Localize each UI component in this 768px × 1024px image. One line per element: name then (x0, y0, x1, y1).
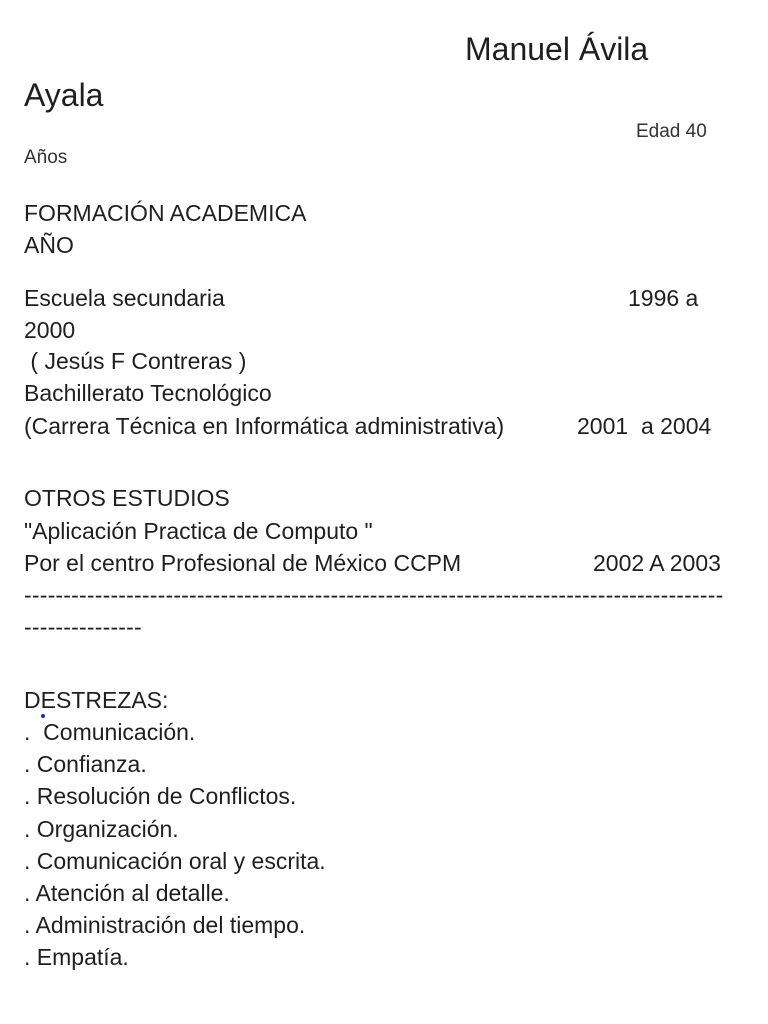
school-2-name: Bachillerato Tecnológico (24, 380, 272, 406)
school-2-detail: (Carrera Técnica en Informática administrativa) (24, 413, 505, 439)
age-line-2: Años (24, 147, 68, 168)
school-2-years: 2001 a 2004 (577, 413, 712, 439)
skill-item: . Atención al detalle. (24, 880, 230, 906)
education-heading: FORMACIÓN ACADEMICA (24, 200, 307, 226)
skill-item: . Comunicación. (24, 719, 196, 745)
course-provider: Por el centro Profesional de México CCPM (24, 550, 462, 576)
school-1-name: Escuela secundaria (24, 285, 225, 311)
skill-item: . Confianza. (24, 751, 147, 777)
course-years: 2002 A 2003 (593, 550, 721, 576)
cursor-dot-icon (41, 714, 45, 718)
skill-item: . Organización. (24, 816, 179, 842)
name-line-1: Manuel Ávila (465, 31, 649, 67)
school-1-years-start: 1996 a (628, 285, 699, 311)
age-line-1: Edad 40 (636, 121, 707, 142)
school-1-years-end: 2000 (24, 317, 76, 343)
skill-item: . Comunicación oral y escrita. (24, 848, 326, 874)
skill-item: . Administración del tiempo. (24, 912, 306, 938)
skill-item: . Empatía. (24, 944, 129, 970)
course-title: "Aplicación Practica de Computo " (24, 518, 373, 544)
skill-item: . Resolución de Conflictos. (24, 783, 297, 809)
separator-line-1: ----------------------------------------------------------------------------------------- (24, 584, 724, 607)
other-studies-heading: OTROS ESTUDIOS (24, 485, 230, 511)
year-heading: AÑO (24, 232, 74, 258)
separator-line-2: --------------- (24, 614, 142, 640)
name-line-2: Ayala (24, 77, 104, 113)
skills-heading: DESTREZAS: (24, 687, 169, 713)
school-1-detail: ( Jesús F Contreras ) (24, 348, 247, 374)
